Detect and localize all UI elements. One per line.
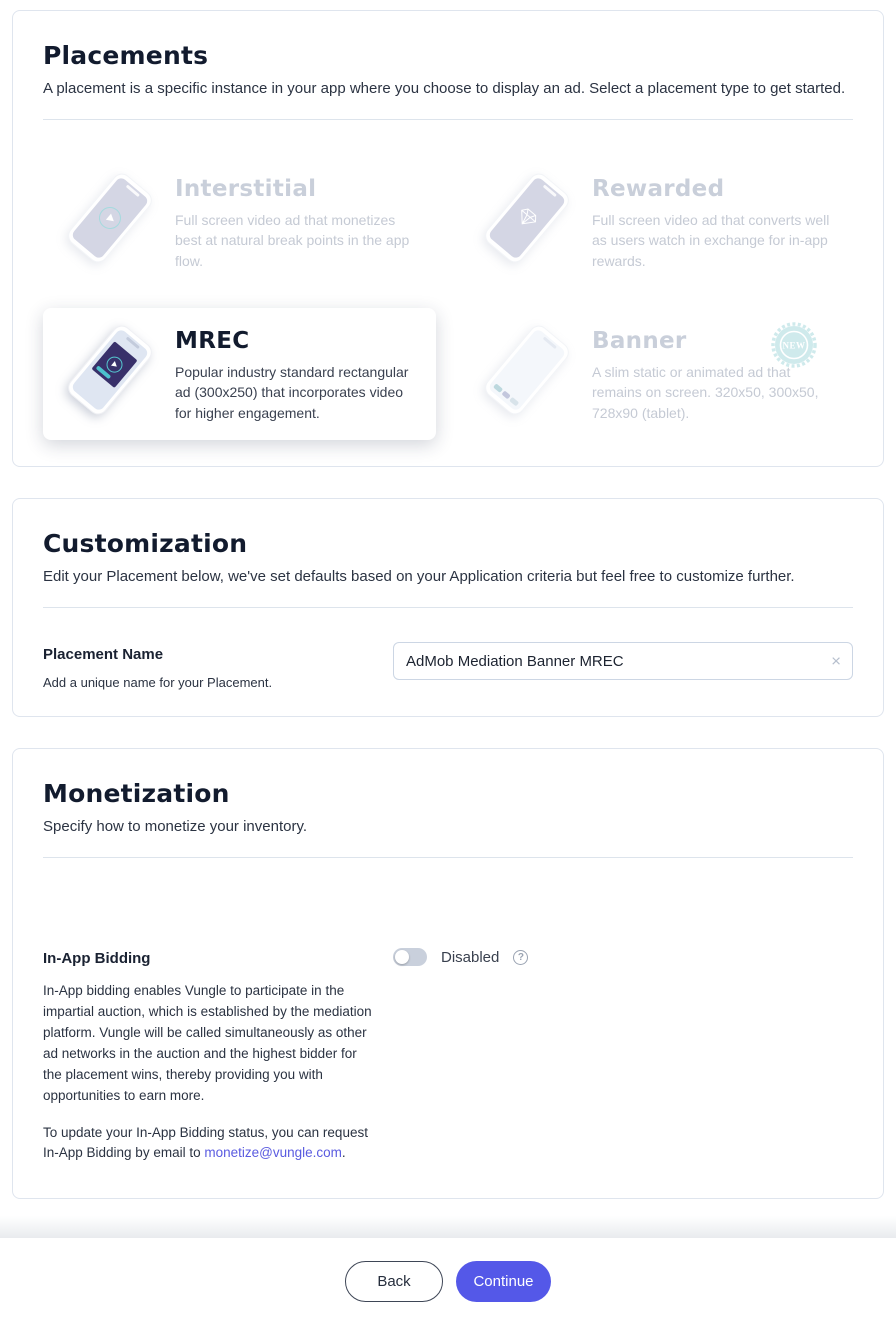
mrec-description: Popular industry standard rectangular ad (300x250) that incorporates video for higher engagement. [175,364,409,421]
in-app-bidding-toggle[interactable] [393,948,427,966]
customization-divider [43,607,853,608]
monetization-divider [43,857,853,858]
new-badge-label: NEW [782,340,806,351]
help-icon[interactable]: ? [513,950,528,965]
placements-subtitle: A placement is a specific instance in your app where you choose to display an ad. Select a placement type to get started. [43,80,846,97]
placement-type-rewarded[interactable] [460,156,853,288]
back-button[interactable]: Back [345,1261,443,1302]
in-app-bidding-status: Disabled [441,948,500,966]
rewarded-description: Full screen video ad that converts well as users watch in exchange for in-app rewards. [592,212,830,269]
customization-title: Customization [43,529,248,558]
interstitial-phone-icon [57,168,175,276]
mrec-phone-icon [57,320,175,428]
monetization-subtitle: Specify how to monetize your inventory. [43,818,308,835]
continue-button[interactable]: Continue [456,1261,551,1302]
monetization-title: Monetization [43,779,230,808]
placements-divider [43,119,853,120]
play-icon [95,203,126,234]
interstitial-title: Interstitial [175,176,317,202]
banner-phone-icon [474,320,592,428]
in-app-bidding-label: In-App Bidding [43,950,151,967]
placement-name-input[interactable] [393,642,853,680]
footer-actions [12,1230,884,1340]
placements-title: Placements [43,41,209,70]
placement-type-interstitial[interactable] [43,156,436,288]
customization-subtitle: Edit your Placement below, we've set defaults based on your Application criteria but feel free to customize further. [43,568,795,585]
monetize-email-link[interactable]: monetize@vungle.com [204,1145,342,1161]
in-app-bidding-description: In-App bidding enables Vungle to participate in the impartial auction, which is established by the mediation platform. Vungle will be called simultaneously as other ad networks in the auction and the highest bidder for the placement wins, thereby providing you with opportunities to earn more. [43,983,372,1103]
mrec-title: MREC [175,328,250,354]
monetization-card [12,748,884,1199]
new-badge-icon [771,322,817,368]
banner-ad-icon [493,383,519,406]
mrec-ad-icon [91,341,137,388]
placement-name-label: Placement Name [43,646,164,663]
placement-type-mrec[interactable] [43,308,436,440]
banner-description: A slim static or animated ad that remains on screen. 320x50, 300x50, 728x90 (tablet). [592,364,819,421]
note-text-before: To update your In-App Bidding status, you can request In-App Bidding by email to [43,1124,368,1161]
customization-card [12,498,884,717]
rewarded-phone-icon [474,168,592,276]
banner-title: Banner [592,328,687,354]
rewarded-title: Rewarded [592,176,725,202]
placements-card [12,10,884,467]
in-app-bidding-row [43,946,853,1164]
placement-name-help: Add a unique name for your Placement. [43,675,273,690]
placement-name-row [43,642,853,690]
note-text-after: . [341,1145,346,1161]
in-app-bidding-note [43,1123,379,1165]
placement-type-grid [43,156,853,440]
clear-input-icon[interactable]: × [831,651,841,671]
placement-type-banner[interactable] [460,308,853,440]
interstitial-description: Full screen video ad that monetizes best at natural break points in the app flow. [175,212,410,269]
gem-icon [514,205,540,231]
